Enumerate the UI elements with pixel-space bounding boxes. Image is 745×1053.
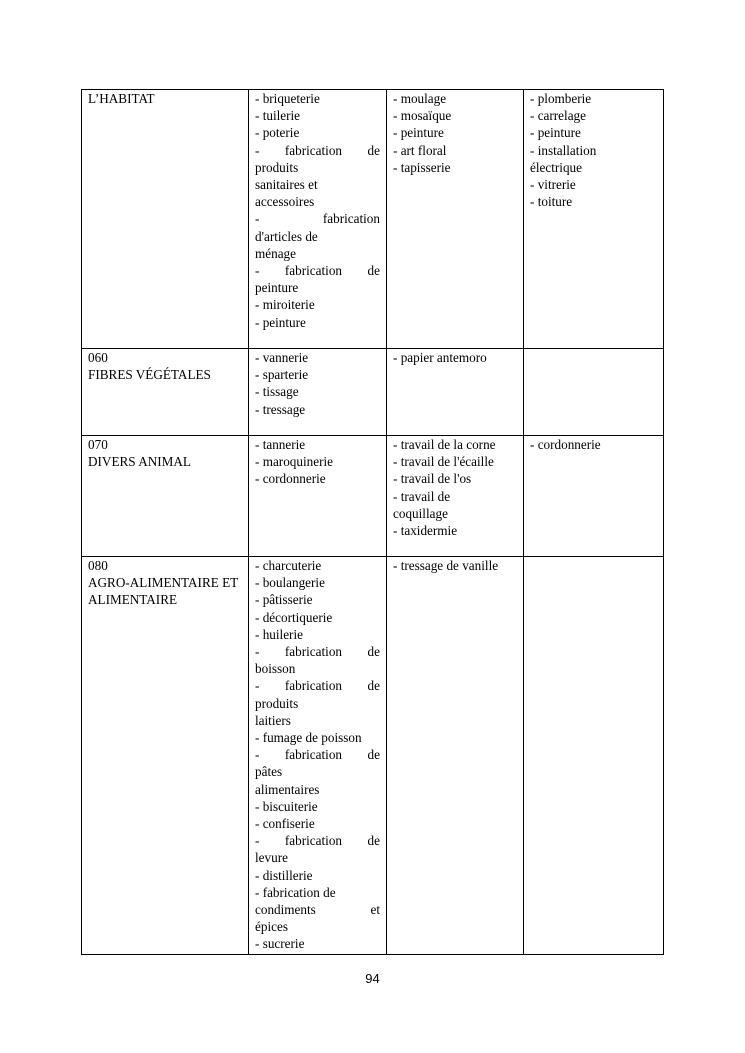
activity-line (255, 262, 380, 279)
activity-word: de (367, 833, 380, 849)
activity-word: de (367, 142, 380, 158)
activity-word: condiments (255, 902, 316, 918)
activity-line: - fumage de poisson (255, 730, 362, 746)
activity-line: - tissage (255, 384, 299, 400)
category-name: FIBRES VÉGÉTALES (88, 367, 211, 383)
activity-line: - travail de l'os (393, 471, 472, 487)
activity-line: - briqueterie (255, 91, 320, 106)
activity-line: produits (255, 159, 299, 175)
table-row (82, 557, 664, 955)
crafts-classification-table (81, 89, 664, 955)
activity-word: - (255, 747, 260, 763)
activity-line: - charcuterie (255, 558, 322, 573)
category-cell (82, 349, 249, 436)
activity-line: - cordonnerie (255, 471, 326, 487)
activity-line: - moulage (393, 91, 447, 106)
activity-word: - (255, 678, 260, 694)
activity-line (255, 643, 380, 660)
activities-cell (524, 436, 664, 557)
category-code: 080 (88, 558, 108, 573)
activity-line: - pâtisserie (255, 592, 313, 608)
activities-cell (387, 557, 524, 955)
activity-word: - (255, 211, 260, 227)
activities-cell (249, 436, 387, 557)
activities-cell (524, 349, 664, 436)
activity-line: - installation (530, 142, 597, 158)
category-name: L’HABITAT (88, 91, 155, 106)
activity-line: - maroquinerie (255, 454, 333, 470)
activity-line: accessoires (255, 194, 315, 210)
activity-line (255, 746, 380, 763)
activity-line: électrique (530, 159, 582, 175)
activity-word: - (255, 263, 260, 279)
activities-cell (249, 349, 387, 436)
activity-line: - mosaïque (393, 108, 452, 124)
activity-line: - vannerie (255, 350, 309, 365)
activity-line: - miroiterie (255, 297, 315, 313)
activity-line (255, 210, 380, 227)
activity-line: - confiserie (255, 816, 315, 832)
category-code: 070 (88, 437, 108, 452)
activity-line: - tapisserie (393, 159, 451, 175)
activity-line: - carrelage (530, 108, 586, 124)
activity-line: alimentaires (255, 781, 320, 797)
activity-line: - distillerie (255, 867, 313, 883)
activity-line (255, 677, 380, 694)
table-row (82, 349, 664, 436)
activity-line: laitiers (255, 712, 291, 728)
activity-word: fabrication (284, 263, 343, 279)
activity-line: - tressage (255, 401, 306, 417)
activity-line: boisson (255, 661, 296, 677)
page-number: 94 (365, 971, 380, 986)
activity-line: - peinture (393, 125, 444, 141)
activity-word: de (367, 678, 380, 694)
activity-line: - travail de (393, 488, 451, 504)
activity-line: - vitrerie (530, 177, 576, 193)
activity-line: épices (255, 919, 288, 935)
activity-word: de (367, 644, 380, 660)
activity-line: - fabrication de (255, 884, 336, 900)
activity-word: fabrication (284, 747, 343, 763)
activities-cell (387, 436, 524, 557)
activity-word: - (255, 833, 260, 849)
activity-word: fabrication (284, 142, 343, 158)
activity-line: - biscuiterie (255, 798, 318, 814)
activity-line: coquillage (393, 505, 448, 521)
activity-line (255, 832, 380, 849)
activity-word: - (255, 644, 260, 660)
category-name: DIVERS ANIMAL (88, 454, 191, 470)
activity-line: - cordonnerie (530, 437, 601, 452)
category-name: AGRO-ALIMENTAIRE ET ALIMENTAIRE (88, 575, 238, 608)
activities-cell (249, 90, 387, 349)
table-row (82, 90, 664, 349)
activities-cell (387, 90, 524, 349)
activity-line: levure (255, 850, 288, 866)
activity-line: - poterie (255, 125, 300, 141)
activity-word: fabrication (284, 644, 343, 660)
table-row (82, 436, 664, 557)
activity-line: - travail de l'écaille (393, 454, 494, 470)
activities-cell (524, 90, 664, 349)
activity-line: - peinture (255, 314, 306, 330)
activities-cell (387, 349, 524, 436)
activity-word: et (370, 902, 380, 918)
activity-line: - tressage de vanille (393, 558, 499, 573)
activity-line: - art floral (393, 142, 447, 158)
activity-line: pâtes (255, 764, 283, 780)
activities-cell (249, 557, 387, 955)
activity-line: peinture (255, 280, 299, 296)
activity-line: - travail de la corne (393, 437, 496, 452)
activity-line: - toiture (530, 194, 573, 210)
category-cell (82, 436, 249, 557)
activity-line: produits (255, 695, 299, 711)
activity-word: de (367, 263, 380, 279)
activity-line: ménage (255, 245, 297, 261)
category-cell (82, 90, 249, 349)
activity-line: - peinture (530, 125, 581, 141)
activity-line: - tuilerie (255, 108, 301, 124)
activity-line: - papier antemoro (393, 350, 487, 365)
activity-line: - sparterie (255, 367, 309, 383)
category-code: 060 (88, 350, 108, 365)
activity-word: fabrication (284, 678, 343, 694)
activities-cell (524, 557, 664, 955)
activity-word: de (367, 747, 380, 763)
activity-word: - (255, 142, 260, 158)
activity-line: - tannerie (255, 437, 306, 452)
activity-line: d'articles de (255, 228, 318, 244)
activity-line (255, 142, 380, 159)
activity-line: - sucrerie (255, 936, 305, 952)
activity-word: fabrication (284, 833, 343, 849)
activity-line (255, 901, 380, 918)
activity-line: sanitaires et (255, 177, 318, 193)
activity-line: - plomberie (530, 91, 592, 106)
activity-word: fabrication (322, 211, 380, 227)
category-cell (82, 557, 249, 955)
activity-line: - taxidermie (393, 523, 458, 539)
activity-line: - décortiquerie (255, 609, 333, 625)
activity-line: - huilerie (255, 626, 303, 642)
activity-line: - boulangerie (255, 575, 325, 591)
